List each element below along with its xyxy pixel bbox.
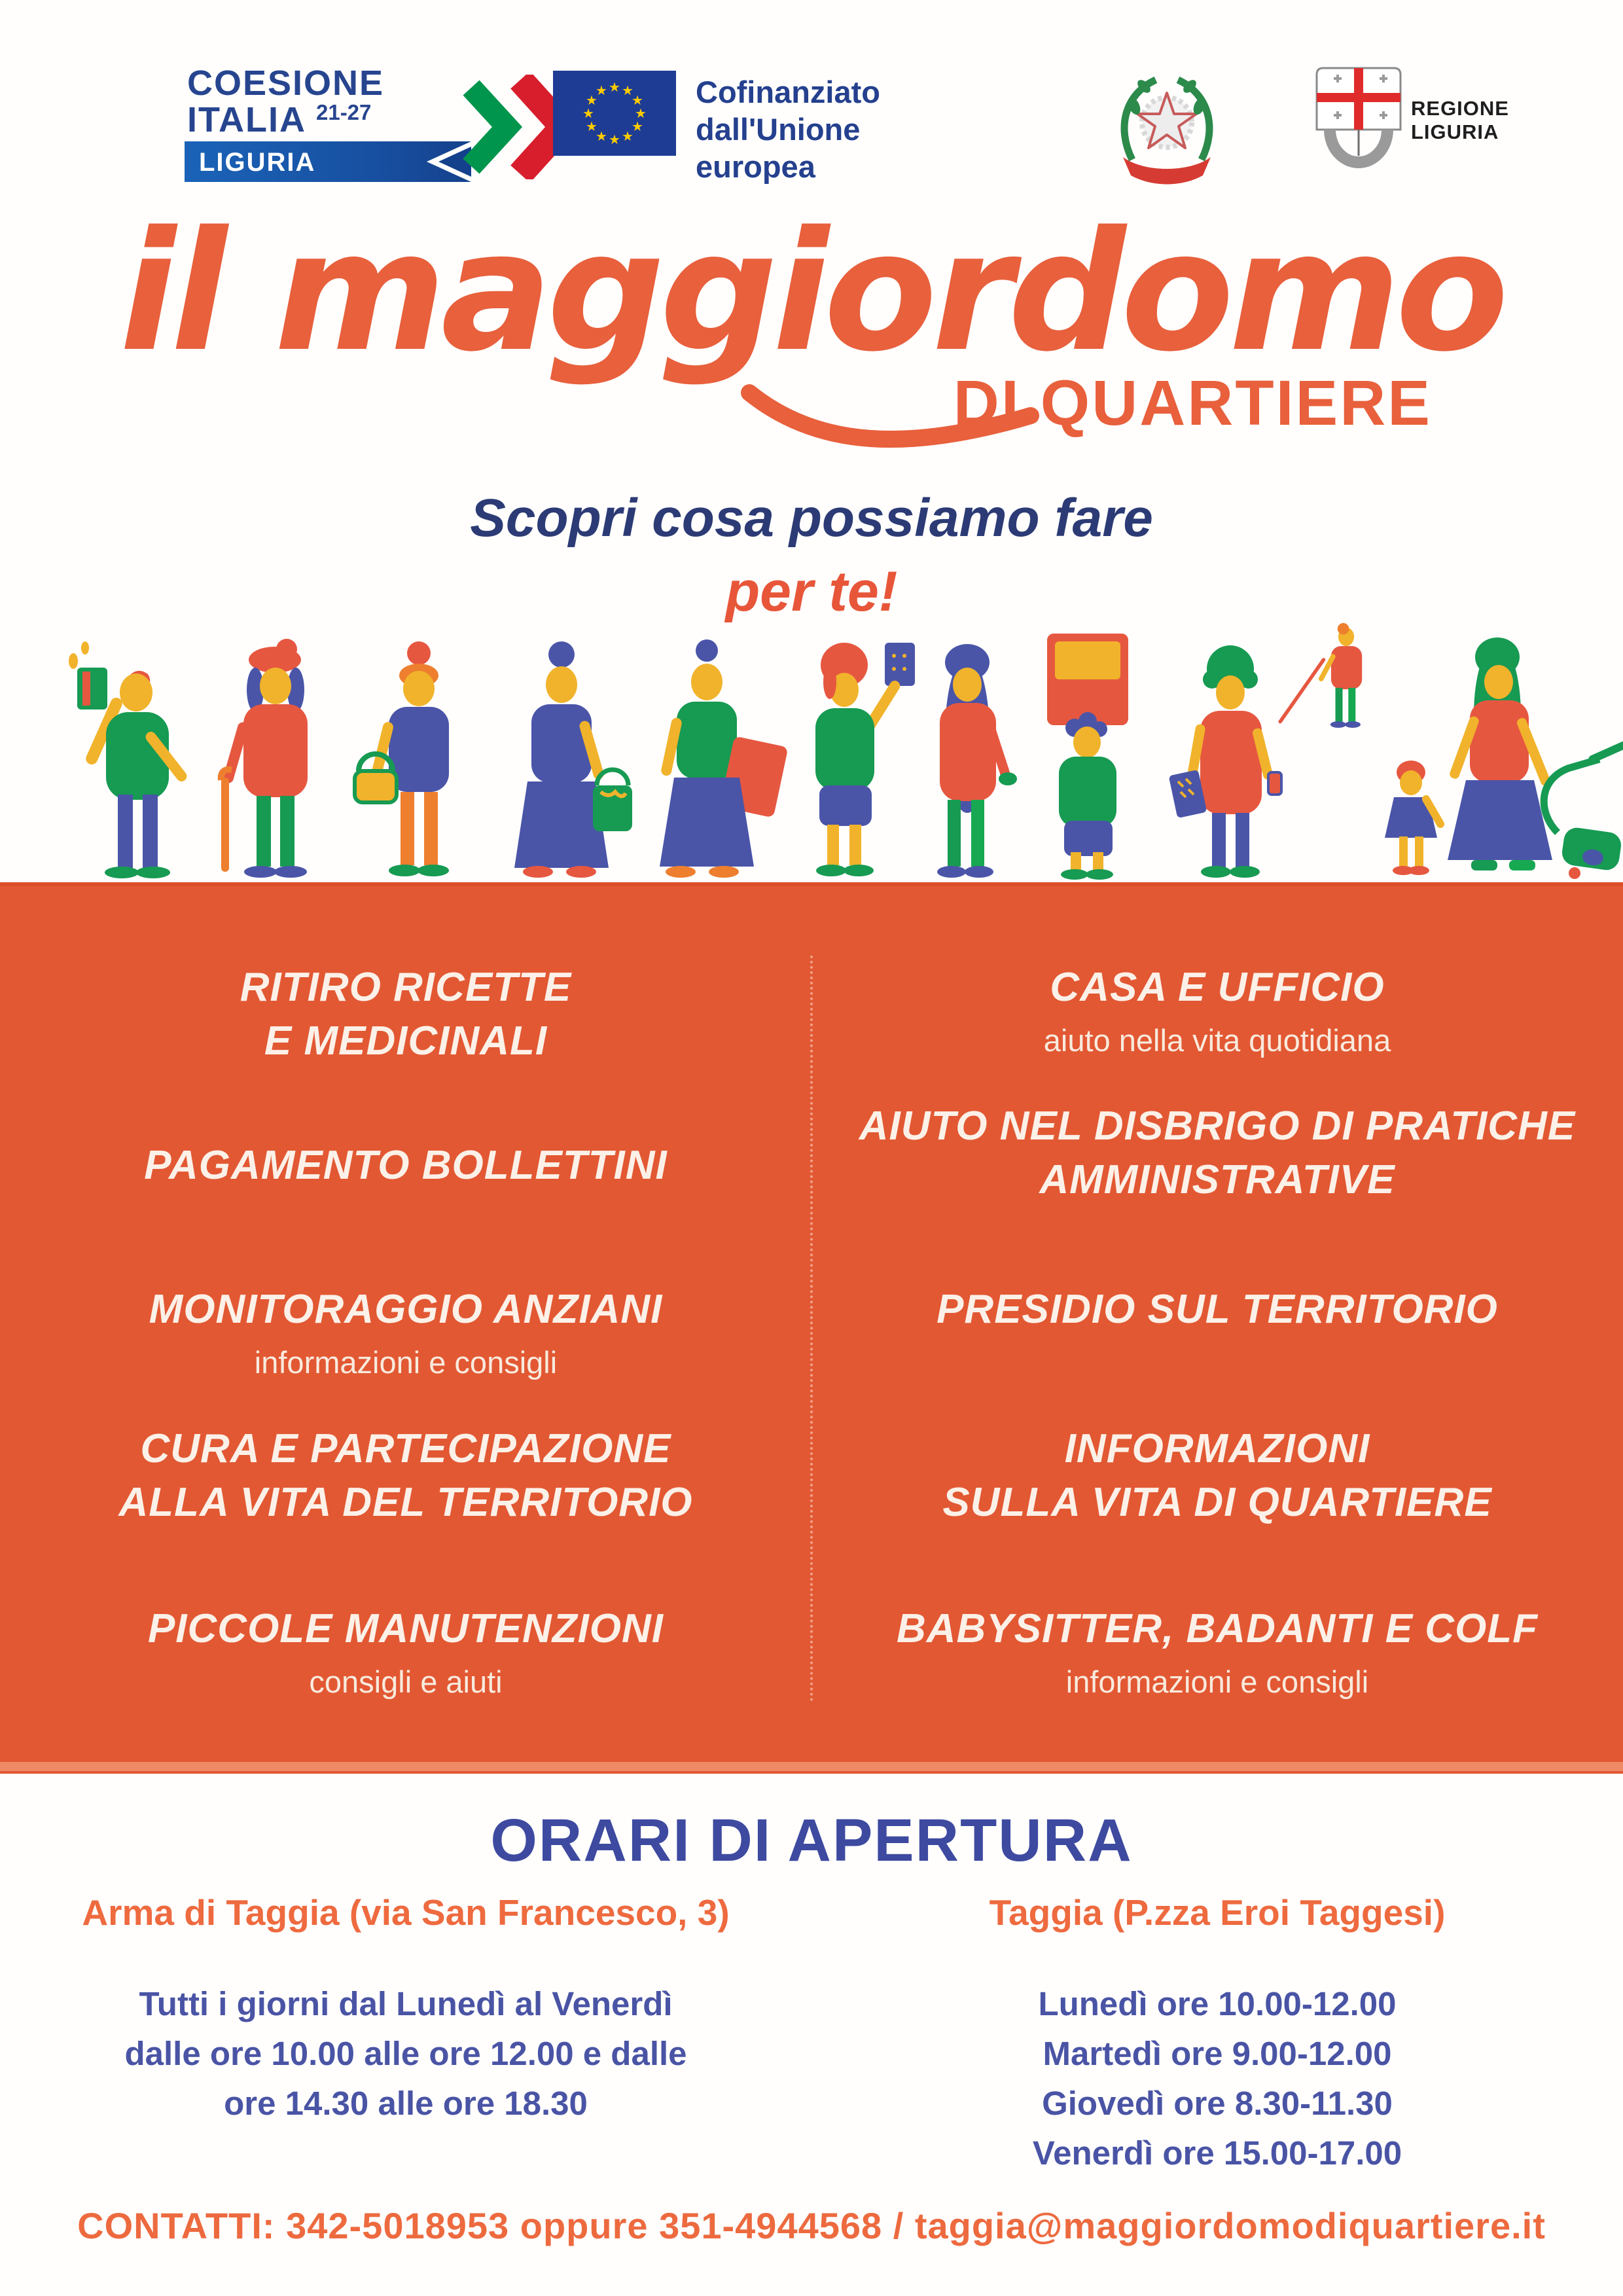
service-subtitle: aiuto nella vita quotidiana: [1043, 1023, 1391, 1058]
main-title-subline: DI QUARTIERE: [953, 367, 1432, 439]
svg-text:★: ★: [586, 94, 597, 108]
hours-line: ore 14.30 alle ore 18.30: [224, 2085, 588, 2122]
main-title: il maggiordomo: [119, 196, 1504, 388]
svg-text:★: ★: [596, 84, 607, 98]
service-title-line: CURA E PARTECIPAZIONE: [140, 1426, 671, 1471]
eu-text-line1: Cofinanziato: [696, 75, 880, 109]
hours-line: Lunedì ore 10.00-12.00: [1038, 1985, 1397, 2022]
person-figure: [1047, 634, 1128, 880]
location-name: Taggia (P.zza Eroi Taggesi): [989, 1892, 1446, 1933]
hours-location-taggia: [838, 1892, 1597, 2178]
service-title-line: PICCOLE MANUTENZIONI: [147, 1606, 664, 1651]
coesione-word: COESIONE: [187, 63, 385, 103]
hours-line: dalle ore 10.00 alle ore 12.00 e dalle: [124, 2035, 687, 2072]
tagline-line1: Scopri cosa possiamo fare: [470, 488, 1153, 548]
eu-text-line2: dall'Unione europea: [696, 112, 861, 184]
contact-line: CONTATTI: 342-5018953 oppure 351-4944568 / taggia@maggiordomodiquartiere.it: [77, 2205, 1546, 2246]
svg-text:★: ★: [586, 120, 597, 134]
coesione-italia-word: [187, 99, 371, 140]
service-title-line: E MEDICINALI: [264, 1018, 548, 1064]
liguria-banner-label: LIGURIA: [199, 148, 316, 177]
service-item: [20, 1139, 792, 1193]
liguria-shield-icon: [1314, 65, 1403, 177]
service-title-line: PAGAMENTO BOLLETTINI: [144, 1143, 668, 1188]
eu-flag-icon: [553, 71, 676, 156]
service-subtitle: informazioni e consigli: [254, 1345, 558, 1380]
svg-text:★: ★: [582, 107, 594, 121]
service-item: [20, 1602, 792, 1702]
header-logos: [0, 0, 1623, 209]
service-title-line: PRESIDIO SUL TERRITORIO: [936, 1287, 1498, 1332]
person-figure: [1385, 761, 1446, 875]
service-title-line: RITIRO RICETTE: [240, 965, 572, 1010]
person-figure: [69, 641, 189, 878]
person-figure: [221, 639, 308, 878]
regione-word: REGIONE: [1411, 97, 1509, 120]
service-item: [831, 961, 1603, 1060]
service-item: [831, 1100, 1603, 1207]
tagline-line2: per te!: [725, 560, 898, 623]
svg-text:★: ★: [622, 130, 633, 144]
vacuum-cleaner-icon: [1544, 733, 1623, 879]
liguria-word: LIGURIA: [1411, 120, 1499, 143]
svg-text:★: ★: [609, 133, 620, 147]
svg-text:★: ★: [596, 130, 607, 144]
person-figure: [660, 639, 789, 878]
svg-text:★: ★: [622, 84, 633, 98]
italian-republic-emblem-icon: [1105, 60, 1229, 191]
service-title-line: SULLA VITA DI QUARTIERE: [942, 1480, 1492, 1525]
coesione-years: 21-27: [315, 100, 372, 124]
service-title-line: MONITORAGGIO ANZIANI: [149, 1287, 663, 1332]
liguria-banner: [185, 141, 471, 182]
person-figure: [1448, 637, 1552, 870]
service-subtitle: informazioni e consigli: [1065, 1664, 1369, 1699]
services-column-right: [831, 882, 1603, 1770]
hours-line: Giovedì ore 8.30-11.30: [1042, 2085, 1393, 2122]
regione-liguria-text: [1411, 97, 1509, 144]
svg-text:★: ★: [632, 120, 643, 134]
eu-cofinanced-text: [696, 73, 972, 185]
service-title-line: AMMINISTRATIVE: [1039, 1157, 1395, 1202]
location-name: Arma di Taggia (via San Francesco, 3): [82, 1892, 730, 1933]
regione-liguria-logo: [1314, 65, 1589, 183]
service-title-line: AIUTO NEL DISBRIGO DI PRATICHE: [859, 1103, 1576, 1149]
svg-text:★: ★: [635, 107, 647, 121]
banner-arrow-icon: [185, 141, 471, 182]
service-item: [831, 1602, 1603, 1702]
hours-line: Martedì ore 9.00-12.00: [1043, 2035, 1392, 2072]
service-item: [831, 1283, 1603, 1336]
person-figure: [1169, 645, 1281, 878]
service-item: [20, 1422, 792, 1530]
services-column-left: [20, 882, 792, 1770]
opening-hours-heading: ORARI DI APERTURA: [490, 1807, 1133, 1874]
service-item: [20, 1283, 792, 1382]
svg-text:★: ★: [609, 81, 620, 95]
hours-location-arma: [26, 1892, 785, 2128]
person-figure: [514, 641, 632, 878]
italia-word: ITALIA: [187, 100, 305, 139]
hours-line: Venerdì ore 15.00-17.00: [1032, 2134, 1402, 2172]
coesione-italia-logo: [185, 63, 564, 177]
service-title-line: CASA E UFFICIO: [1050, 965, 1385, 1010]
service-title-line: ALLA VITA DEL TERRITORIO: [118, 1480, 693, 1525]
person-figure: [355, 641, 449, 876]
service-item: [20, 961, 792, 1068]
person-figure: [815, 643, 915, 876]
service-item: [831, 1422, 1603, 1530]
service-title-line: INFORMAZIONI: [1064, 1426, 1370, 1471]
person-figure: [937, 644, 1017, 878]
panel-dotted-divider: [810, 956, 813, 1702]
tricolor-chevron-icon: [452, 75, 569, 179]
eu-cofinanced-logo: [553, 69, 972, 184]
person-figure: [1277, 623, 1362, 728]
hours-line: Tutti i giorni dal Lunedì al Venerdì: [139, 1985, 673, 2022]
service-subtitle: consigli e aiuti: [309, 1664, 503, 1699]
people-illustration: [0, 617, 1623, 882]
svg-text:★: ★: [632, 94, 643, 108]
service-title-line: BABYSITTER, BADANTI E COLF: [896, 1606, 1539, 1651]
